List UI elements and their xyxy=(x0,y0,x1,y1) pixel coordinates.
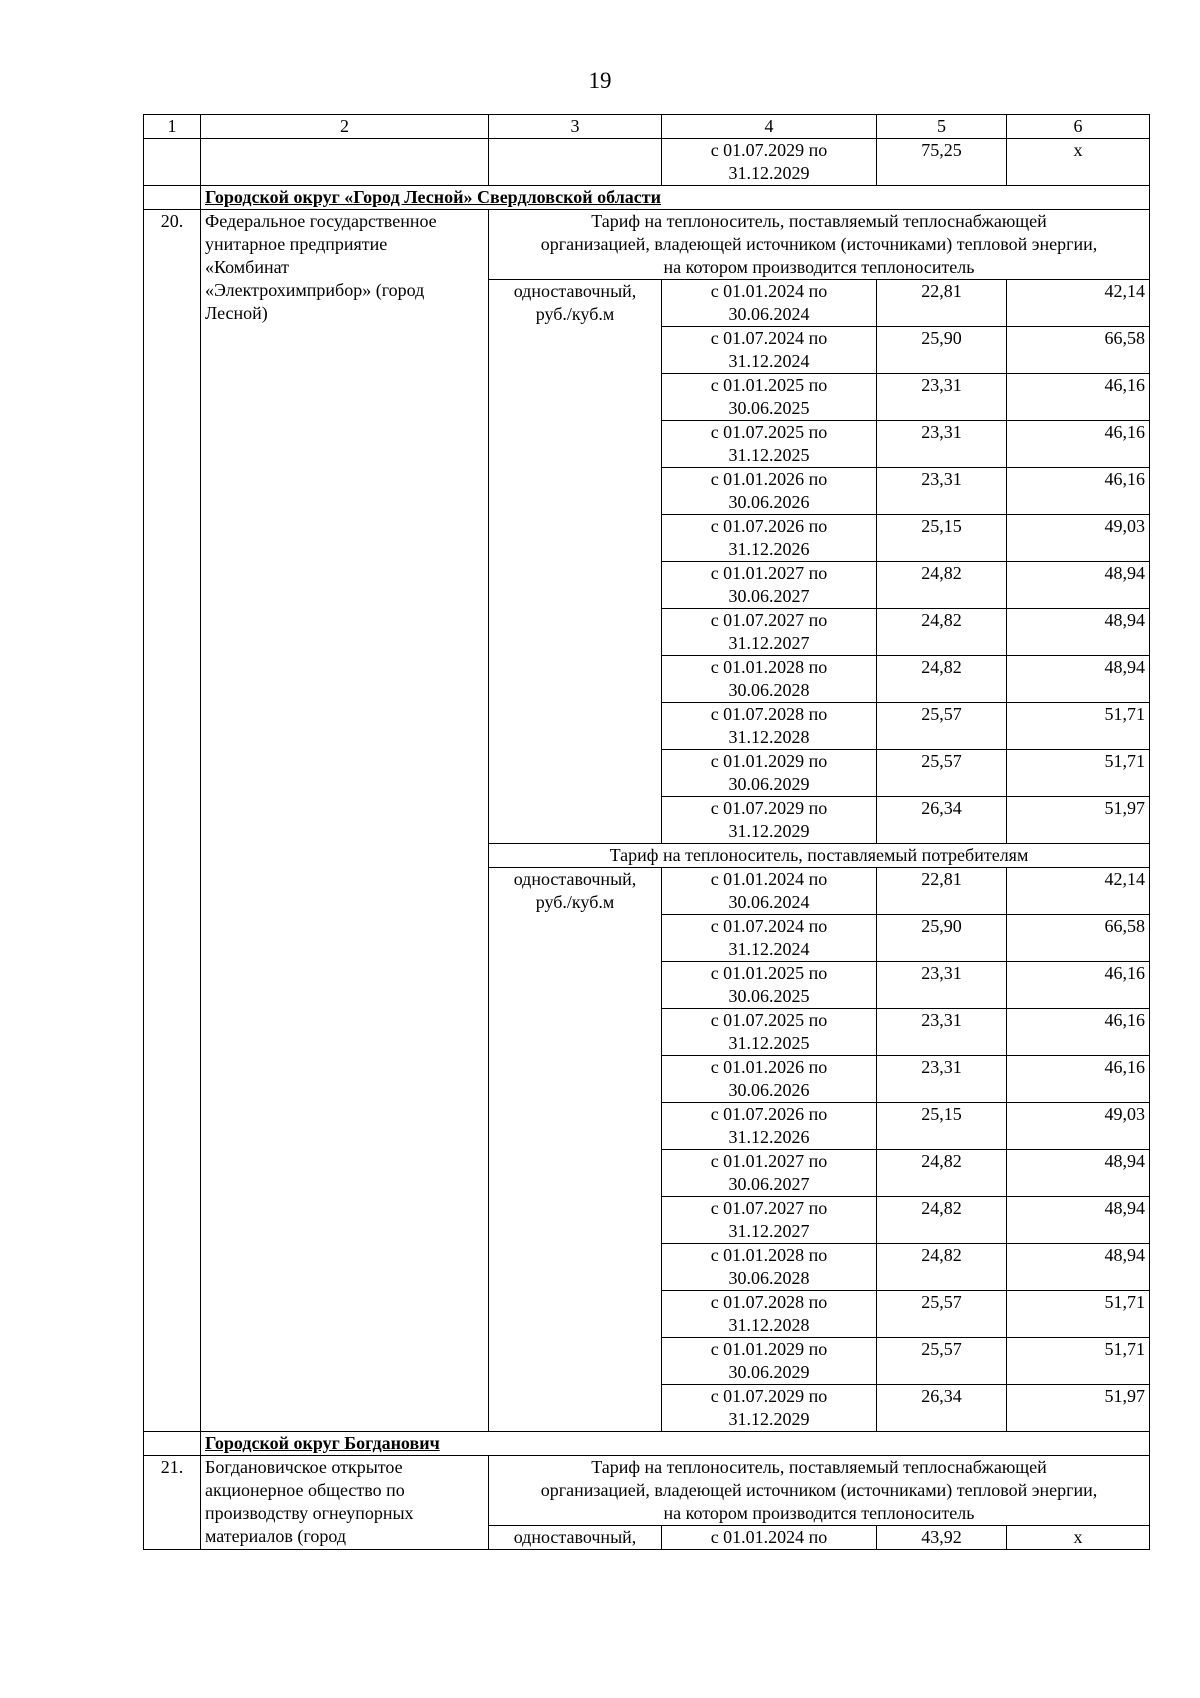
column-header-2: 2 xyxy=(201,115,489,139)
value-cell: 48,94 xyxy=(1007,1244,1150,1291)
period-line: с 01.07.2027 по xyxy=(710,610,828,630)
table-cell xyxy=(489,139,662,186)
tariff-block-title: Тариф на теплоноситель, поставляемый потребителям xyxy=(489,844,1150,868)
column-header-3: 3 xyxy=(489,115,662,139)
period-line: 30.06.2028 xyxy=(728,1268,810,1288)
period-line: с 01.01.2027 по xyxy=(710,563,828,583)
value-cell: 25,57 xyxy=(877,703,1007,750)
period-cell xyxy=(662,421,877,468)
tariff-title-line: на котором производится теплоноситель xyxy=(663,257,975,277)
period-line: с 01.01.2024 по xyxy=(710,281,828,301)
period-line: с 01.01.2025 по xyxy=(710,963,828,983)
rate-type-line: руб./куб.м xyxy=(535,892,615,912)
table-cell xyxy=(144,186,201,210)
page-number: 19 xyxy=(588,68,612,93)
period-line: с 01.01.2025 по xyxy=(710,375,828,395)
period-line: 31.12.2024 xyxy=(728,939,810,959)
value-cell: 75,25 xyxy=(877,139,1007,186)
column-header-1: 1 xyxy=(144,115,201,139)
value-cell: 51,71 xyxy=(1007,1291,1150,1338)
value-cell: 25,15 xyxy=(877,1103,1007,1150)
rate-type: одноставочный, xyxy=(489,1526,662,1550)
value-cell: 25,57 xyxy=(877,1291,1007,1338)
region-heading: Городской округ «Город Лесной» Свердловской области xyxy=(201,186,1150,210)
value-cell: 46,16 xyxy=(1007,421,1150,468)
period-line: 30.06.2025 xyxy=(728,398,810,418)
value-cell: 49,03 xyxy=(1007,1103,1150,1150)
period-cell xyxy=(662,1103,877,1150)
period-cell xyxy=(662,1009,877,1056)
value-cell: 23,31 xyxy=(877,1056,1007,1103)
value-cell: 24,82 xyxy=(877,1244,1007,1291)
value-cell: 26,34 xyxy=(877,797,1007,844)
organization-line: Богдановичское открытое xyxy=(205,1457,403,1477)
organization-name xyxy=(201,210,489,1432)
rate-type-line: одноставочный, xyxy=(513,869,637,889)
period-line: 30.06.2029 xyxy=(728,774,810,794)
period-line: 30.06.2029 xyxy=(728,1362,810,1382)
period-cell xyxy=(662,962,877,1009)
period-line: с 01.01.2024 по xyxy=(710,869,828,889)
organization-line: унитарное предприятие xyxy=(205,234,388,254)
value-cell: 24,82 xyxy=(877,1197,1007,1244)
value-cell: 23,31 xyxy=(877,962,1007,1009)
period-line: с 01.07.2028 по xyxy=(710,1292,828,1312)
value-cell: 42,14 xyxy=(1007,280,1150,327)
tariff-title-line: Тариф на теплоноситель, поставляемый теплоснабжающей xyxy=(591,1457,1047,1477)
value-cell: 48,94 xyxy=(1007,609,1150,656)
tariff-title-line: на котором производится теплоноситель xyxy=(663,1503,975,1523)
value-cell: x xyxy=(1007,139,1150,186)
rate-type-line: одноставочный, xyxy=(513,281,637,301)
value-cell: x xyxy=(1007,1526,1150,1550)
organization-line: «Комбинат xyxy=(205,257,289,277)
period-cell xyxy=(662,1291,877,1338)
period-line: с 01.07.2024 по xyxy=(710,328,828,348)
value-cell: 48,94 xyxy=(1007,1197,1150,1244)
period-cell xyxy=(662,562,877,609)
period-line: 30.06.2024 xyxy=(728,304,810,324)
entry-20-row xyxy=(144,210,1150,280)
period-cell xyxy=(662,915,877,962)
period-cell xyxy=(662,468,877,515)
period-line: с 01.07.2027 по xyxy=(710,1198,828,1218)
value-cell: 22,81 xyxy=(877,280,1007,327)
organization-line: Федеральное государственное xyxy=(205,211,437,231)
period-cell xyxy=(662,1056,877,1103)
period-cell xyxy=(662,609,877,656)
tariff-table-body xyxy=(144,115,1150,1550)
organization-line: Лесной) xyxy=(205,303,268,323)
value-cell: 24,82 xyxy=(877,656,1007,703)
column-header-5: 5 xyxy=(877,115,1007,139)
entry-21-row xyxy=(144,1456,1150,1526)
value-cell: 48,94 xyxy=(1007,562,1150,609)
period-line: с 01.07.2029 по xyxy=(710,140,828,160)
period-cell xyxy=(662,868,877,915)
period-line: 30.06.2028 xyxy=(728,680,810,700)
period-line: 31.12.2025 xyxy=(728,1033,810,1053)
period-line: с 01.07.2024 по xyxy=(710,916,828,936)
period-line: 30.06.2027 xyxy=(728,586,810,606)
value-cell: 48,94 xyxy=(1007,656,1150,703)
period-cell xyxy=(662,1150,877,1197)
value-cell: 25,57 xyxy=(877,1338,1007,1385)
value-cell: 23,31 xyxy=(877,421,1007,468)
period-line: 31.12.2029 xyxy=(728,163,810,183)
period-line: 30.06.2027 xyxy=(728,1174,810,1194)
column-header-4: 4 xyxy=(662,115,877,139)
value-cell: 46,16 xyxy=(1007,962,1150,1009)
period-line: 31.12.2028 xyxy=(728,1315,810,1335)
period-cell xyxy=(662,374,877,421)
value-cell: 51,71 xyxy=(1007,1338,1150,1385)
period-line: с 01.01.2028 по xyxy=(710,657,828,677)
value-cell: 42,14 xyxy=(1007,868,1150,915)
period-line: с 01.07.2026 по xyxy=(710,516,828,536)
organization-line: «Электрохимприбор» (город xyxy=(205,280,425,300)
period-line: с 01.01.2026 по xyxy=(710,469,828,489)
value-cell: 43,92 xyxy=(877,1526,1007,1550)
period-line: 31.12.2026 xyxy=(728,539,810,559)
entry-number: 21. xyxy=(144,1456,201,1550)
period-cell xyxy=(662,656,877,703)
period-line: 31.12.2029 xyxy=(728,1409,810,1429)
rate-type-line: руб./куб.м xyxy=(535,304,615,324)
header-row xyxy=(144,115,1150,139)
period-cell xyxy=(662,280,877,327)
value-cell: 24,82 xyxy=(877,562,1007,609)
carry-over-row xyxy=(144,139,1150,186)
region-row xyxy=(144,1432,1150,1456)
value-cell: 25,90 xyxy=(877,915,1007,962)
period-line: 30.06.2026 xyxy=(728,1080,810,1100)
value-cell: 46,16 xyxy=(1007,1056,1150,1103)
period-cell: с 01.01.2024 по xyxy=(662,1526,877,1550)
value-cell: 26,34 xyxy=(877,1385,1007,1432)
organization-line: производству огнеупорных xyxy=(205,1503,414,1523)
value-cell: 51,71 xyxy=(1007,703,1150,750)
tariff-title-line: организацией, владеющей источником (источниками) тепловой энергии, xyxy=(540,1480,1098,1500)
period-line: 31.12.2025 xyxy=(728,445,810,465)
period-line: 31.12.2029 xyxy=(728,821,810,841)
period-line: 31.12.2027 xyxy=(728,633,810,653)
period-cell xyxy=(662,797,877,844)
period-line: 30.06.2025 xyxy=(728,986,810,1006)
value-cell: 24,82 xyxy=(877,1150,1007,1197)
period-line: с 01.07.2025 по xyxy=(710,422,828,442)
tariff-table xyxy=(143,114,1150,1550)
region-heading: Городской округ Богданович xyxy=(201,1432,1150,1456)
period-line: 31.12.2026 xyxy=(728,1127,810,1147)
period-line: 31.12.2027 xyxy=(728,1221,810,1241)
rate-type xyxy=(489,868,662,1432)
value-cell: 22,81 xyxy=(877,868,1007,915)
tariff-block-title xyxy=(489,1456,1150,1526)
period-cell xyxy=(662,703,877,750)
organization-line: материалов (город xyxy=(205,1526,346,1546)
period-line: с 01.07.2026 по xyxy=(710,1104,828,1124)
period-line: с 01.01.2029 по xyxy=(710,751,828,771)
value-cell: 23,31 xyxy=(877,1009,1007,1056)
value-cell: 46,16 xyxy=(1007,468,1150,515)
period-cell xyxy=(662,139,877,186)
period-line: с 01.01.2028 по xyxy=(710,1245,828,1265)
value-cell: 51,97 xyxy=(1007,1385,1150,1432)
table-cell xyxy=(201,139,489,186)
value-cell: 46,16 xyxy=(1007,374,1150,421)
value-cell: 25,15 xyxy=(877,515,1007,562)
period-line: с 01.01.2029 по xyxy=(710,1339,828,1359)
period-line: с 01.07.2028 по xyxy=(710,704,828,724)
tariff-title-line: Тариф на теплоноситель, поставляемый теплоснабжающей xyxy=(591,211,1047,231)
table-cell xyxy=(144,139,201,186)
value-cell: 49,03 xyxy=(1007,515,1150,562)
value-cell: 66,58 xyxy=(1007,327,1150,374)
value-cell: 23,31 xyxy=(877,374,1007,421)
period-cell xyxy=(662,327,877,374)
organization-line: акционерное общество по xyxy=(205,1480,405,1500)
period-cell xyxy=(662,750,877,797)
value-cell: 48,94 xyxy=(1007,1150,1150,1197)
period-cell xyxy=(662,515,877,562)
period-line: 30.06.2024 xyxy=(728,892,810,912)
period-line: 31.12.2024 xyxy=(728,351,810,371)
period-cell xyxy=(662,1197,877,1244)
tariff-title-line: организацией, владеющей источником (источниками) тепловой энергии, xyxy=(540,234,1098,254)
value-cell: 66,58 xyxy=(1007,915,1150,962)
tariff-block-title xyxy=(489,210,1150,280)
value-cell: 51,97 xyxy=(1007,797,1150,844)
period-line: 30.06.2026 xyxy=(728,492,810,512)
period-cell xyxy=(662,1338,877,1385)
value-cell: 51,71 xyxy=(1007,750,1150,797)
period-line: с 01.01.2026 по xyxy=(710,1057,828,1077)
value-cell: 25,57 xyxy=(877,750,1007,797)
organization-name xyxy=(201,1456,489,1550)
period-line: с 01.07.2029 по xyxy=(710,798,828,818)
rate-type xyxy=(489,280,662,844)
period-line: с 01.07.2025 по xyxy=(710,1010,828,1030)
table-cell xyxy=(144,1432,201,1456)
period-line: 31.12.2028 xyxy=(728,727,810,747)
column-header-6: 6 xyxy=(1007,115,1150,139)
period-cell xyxy=(662,1385,877,1432)
region-row xyxy=(144,186,1150,210)
period-line: с 01.01.2027 по xyxy=(710,1151,828,1171)
value-cell: 25,90 xyxy=(877,327,1007,374)
entry-number: 20. xyxy=(144,210,201,1432)
period-cell xyxy=(662,1244,877,1291)
value-cell: 23,31 xyxy=(877,468,1007,515)
value-cell: 24,82 xyxy=(877,609,1007,656)
period-line: с 01.07.2029 по xyxy=(710,1386,828,1406)
value-cell: 46,16 xyxy=(1007,1009,1150,1056)
